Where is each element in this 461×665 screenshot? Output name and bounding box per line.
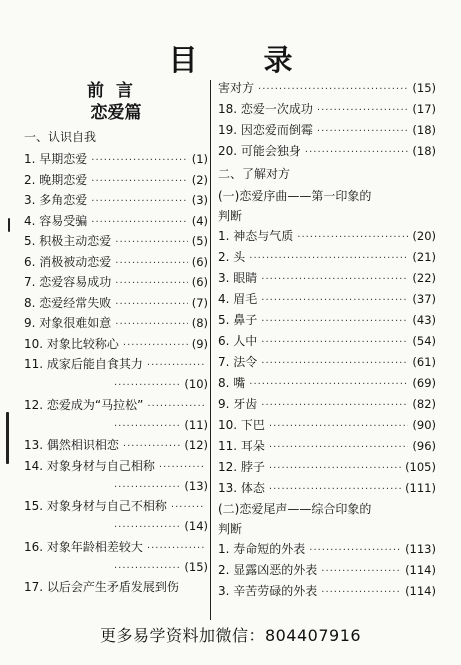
toc-entry[interactable] xyxy=(218,478,436,498)
leader-dots xyxy=(159,458,204,478)
leader-dots xyxy=(91,213,187,233)
toc-entry-page: (13) xyxy=(184,478,208,493)
toc-entry-page: (90) xyxy=(412,418,436,432)
toc-entry-page: (114) xyxy=(405,563,436,577)
leader-dots xyxy=(309,541,401,561)
toc-entry[interactable] xyxy=(24,334,208,354)
toc-entry-text: 13. 偶然相识相恋 xyxy=(24,438,119,452)
right-entry-list-bottom xyxy=(218,539,436,601)
leader-dots xyxy=(261,354,408,374)
leader-dots xyxy=(115,233,187,253)
toc-entry-page: (54) xyxy=(412,334,436,348)
toc-entry[interactable] xyxy=(24,272,208,292)
toc-entry-text: 10. 下巴 xyxy=(218,418,265,432)
toc-entry[interactable] xyxy=(218,310,436,330)
toc-entry-page: (11) xyxy=(184,417,208,432)
toc-entry[interactable] xyxy=(24,293,208,313)
toc-entry-text: 8. 嘴 xyxy=(218,376,246,390)
preface-heading: 前言 xyxy=(87,81,145,101)
toc-entry-page: (43) xyxy=(412,313,436,327)
toc-entry-page: (14) xyxy=(184,519,208,533)
leader-dots xyxy=(261,333,408,353)
toc-entry-text: 4. 容易受骗 xyxy=(24,213,88,228)
toc-entry[interactable] xyxy=(24,435,208,455)
toc-entry-page: (2) xyxy=(191,172,208,187)
toc-entry-text: 3. 多角恋爱 xyxy=(24,193,88,207)
toc-entry-page: (4) xyxy=(191,213,208,228)
toc-entry-page: (18) xyxy=(412,123,436,137)
leader-dots xyxy=(123,437,180,457)
leader-dots xyxy=(261,312,408,332)
leader-dots xyxy=(249,249,408,269)
leader-dots xyxy=(147,539,204,559)
leader-dots xyxy=(114,559,180,579)
leader-dots xyxy=(115,274,187,294)
footer-note: 更多易学资料加微信：804407916 xyxy=(99,626,362,645)
toc-entry-text: 11. 耳朵 xyxy=(218,439,265,453)
leader-dots xyxy=(114,376,180,396)
toc-entry[interactable] xyxy=(218,415,436,435)
toc-entry-text: 16. 对象年龄相差较大 xyxy=(24,539,143,554)
toc-entry-text: 害对方 xyxy=(218,81,255,95)
toc-entry-text: 20. 可能会独身 xyxy=(218,144,301,158)
toc-entry-page: (15) xyxy=(412,81,436,95)
binding-mark xyxy=(6,412,9,464)
toc-entry-text: 1. 早期恋爱 xyxy=(24,152,88,166)
toc-entry[interactable] xyxy=(218,120,436,140)
toc-entry[interactable] xyxy=(24,456,208,496)
subsection-heading-first-impression-cont: 判断 xyxy=(218,209,243,223)
leader-dots xyxy=(269,438,408,458)
toc-entry-text: 9. 对象很难如意 xyxy=(24,316,112,330)
toc-entry-page: (22) xyxy=(412,271,436,285)
leader-dots xyxy=(297,228,408,248)
toc-entry-text: 1. 寿命短的外表 xyxy=(218,542,306,556)
toc-entry-text: 3. 眼睛 xyxy=(218,271,258,285)
leader-dots xyxy=(317,122,408,142)
toc-entry[interactable] xyxy=(218,141,436,161)
toc-entry-continued[interactable] xyxy=(218,78,436,98)
leader-dots xyxy=(269,417,408,437)
subsection-heading-first-impression: (一)恋爱序曲——第一印象的 xyxy=(218,189,372,203)
leader-dots xyxy=(123,336,188,356)
toc-entry-text: 7. 恋爱容易成功 xyxy=(24,275,112,289)
toc-entry-text: 15. 对象身材与自己不相称 xyxy=(24,499,167,513)
toc-entry-page: (69) xyxy=(412,376,436,390)
leader-dots xyxy=(249,375,408,395)
leader-dots xyxy=(147,356,204,376)
leader-dots xyxy=(269,459,401,479)
toc-left-column xyxy=(24,78,208,598)
leader-dots xyxy=(147,397,204,417)
toc-entry-text: 12. 脖子 xyxy=(218,460,265,474)
leader-dots xyxy=(317,101,408,121)
column-divider xyxy=(210,80,211,620)
toc-entry-page: (114) xyxy=(405,584,436,598)
toc-entry-text: 6. 人中 xyxy=(218,334,258,348)
leader-dots xyxy=(269,480,401,500)
toc-entry[interactable] xyxy=(24,354,208,394)
toc-entry-page: (18) xyxy=(412,144,436,158)
toc-entry[interactable] xyxy=(218,226,436,246)
toc-entry[interactable] xyxy=(218,247,436,267)
toc-entry-text: 2. 显露凶恶的外表 xyxy=(218,563,318,577)
toc-entry[interactable] xyxy=(24,190,208,210)
toc-entry-text: 1. 神态与气质 xyxy=(218,229,294,243)
toc-entry-page: (21) xyxy=(412,250,436,264)
toc-entry-page: (105) xyxy=(405,460,436,474)
toc-entry-text: 3. 辛苦劳碌的外表 xyxy=(218,584,318,598)
leader-dots xyxy=(91,172,187,192)
leader-dots xyxy=(114,417,180,437)
page-title: 目 录 xyxy=(168,43,321,77)
toc-entry-text: 5. 鼻子 xyxy=(218,313,258,327)
toc-entry-text: 10. 对象比较称心 xyxy=(24,336,119,351)
toc-entry[interactable] xyxy=(218,394,436,414)
toc-entry-page: (5) xyxy=(191,234,208,248)
toc-entry-page: (12) xyxy=(184,438,208,452)
binding-mark xyxy=(8,218,10,232)
leader-dots xyxy=(305,143,408,163)
toc-entry-page: (6) xyxy=(191,254,208,269)
toc-entry[interactable] xyxy=(24,395,208,435)
toc-entry[interactable] xyxy=(24,170,208,190)
leader-dots xyxy=(115,315,187,335)
toc-entry-text: 7. 法令 xyxy=(218,355,258,369)
toc-entry-page: (20) xyxy=(412,229,436,243)
right-entry-list-top xyxy=(218,99,436,161)
toc-right-column xyxy=(218,78,436,602)
toc-entry-page: (37) xyxy=(412,292,436,306)
part-heading: 恋爱篇 xyxy=(90,103,142,123)
toc-entry[interactable] xyxy=(218,457,436,477)
toc-entry-text: 2. 晚期恋爱 xyxy=(24,172,88,187)
toc-entry-page: (7) xyxy=(191,295,208,310)
toc-entry-page: (1) xyxy=(191,152,208,166)
toc-entry[interactable] xyxy=(218,373,436,393)
toc-entry[interactable] xyxy=(218,289,436,309)
leader-dots xyxy=(114,478,180,498)
toc-entry-page: (96) xyxy=(412,439,436,453)
toc-entry-page: (17) xyxy=(412,102,436,116)
toc-entry[interactable] xyxy=(24,252,208,272)
toc-entry-text: 11. 成家后能自食其力 xyxy=(24,357,143,371)
toc-entry-text: 8. 恋爱经常失败 xyxy=(24,295,112,310)
leader-dots xyxy=(91,151,187,171)
toc-entry[interactable] xyxy=(24,149,208,169)
toc-entry-text: 17. 以后会产生矛盾发展到伤 xyxy=(24,580,179,594)
toc-entry-page: (113) xyxy=(405,542,436,556)
toc-entry-page: (3) xyxy=(191,193,208,207)
toc-entry-page: (8) xyxy=(191,316,208,330)
toc-entry-text: 13. 体态 xyxy=(218,481,265,495)
toc-entry-text: 14. 对象身材与自己相称 xyxy=(24,458,155,473)
toc-entry[interactable] xyxy=(218,99,436,119)
left-entry-list xyxy=(24,149,208,597)
leader-dots xyxy=(171,498,204,518)
toc-entry[interactable] xyxy=(218,352,436,372)
toc-entry-page: (15) xyxy=(184,559,208,574)
section-heading-self: 一、认识自我 xyxy=(24,130,97,144)
leader-dots xyxy=(258,80,408,100)
subsection-heading-overall-impression-cont: 判断 xyxy=(218,522,243,536)
toc-entry-text: 12. 恋爱成为“马拉松” xyxy=(24,397,144,412)
toc-entry-page: (61) xyxy=(412,355,436,369)
leader-dots xyxy=(261,291,408,311)
toc-entry-text: 6. 消极被动恋爱 xyxy=(24,254,112,269)
toc-entry[interactable] xyxy=(24,231,208,251)
toc-entry-page: (82) xyxy=(412,397,436,411)
toc-entry[interactable] xyxy=(218,560,436,580)
leader-dots xyxy=(321,583,401,603)
right-entry-list-mid xyxy=(218,226,436,498)
leader-dots xyxy=(115,295,187,315)
leader-dots xyxy=(261,396,408,416)
subsection-heading-overall-impression: (二)恋爱尾声——综合印象的 xyxy=(218,502,372,516)
leader-dots xyxy=(115,254,187,274)
toc-entry[interactable] xyxy=(24,211,208,231)
toc-entry-page: (6) xyxy=(191,275,208,289)
toc-entry[interactable] xyxy=(218,268,436,288)
toc-entry[interactable] xyxy=(218,331,436,351)
toc-entry[interactable] xyxy=(24,577,208,597)
leader-dots xyxy=(114,518,180,538)
toc-entry-text: 5. 积极主动恋爱 xyxy=(24,234,112,248)
toc-entry[interactable] xyxy=(24,313,208,333)
toc-entry-page: (111) xyxy=(405,481,436,495)
toc-entry[interactable] xyxy=(218,539,436,559)
toc-entry-text: 4. 眉毛 xyxy=(218,292,258,306)
toc-entry-page: (10) xyxy=(184,377,208,391)
leader-dots xyxy=(321,562,401,582)
toc-entry-text: 19. 因恋爱而倒霉 xyxy=(218,123,313,137)
toc-entry-text: 18. 恋爱一次成功 xyxy=(218,102,313,116)
toc-entry[interactable] xyxy=(24,496,208,536)
toc-entry[interactable] xyxy=(24,537,208,577)
toc-entry-text: 9. 牙齿 xyxy=(218,397,258,411)
toc-entry-page: (9) xyxy=(191,336,208,351)
toc-entry[interactable] xyxy=(218,436,436,456)
leader-dots xyxy=(91,192,187,212)
toc-entry[interactable] xyxy=(218,581,436,601)
section-heading-other: 二、了解对方 xyxy=(218,167,291,181)
leader-dots xyxy=(261,270,408,290)
toc-entry-text: 2. 头 xyxy=(218,250,246,264)
